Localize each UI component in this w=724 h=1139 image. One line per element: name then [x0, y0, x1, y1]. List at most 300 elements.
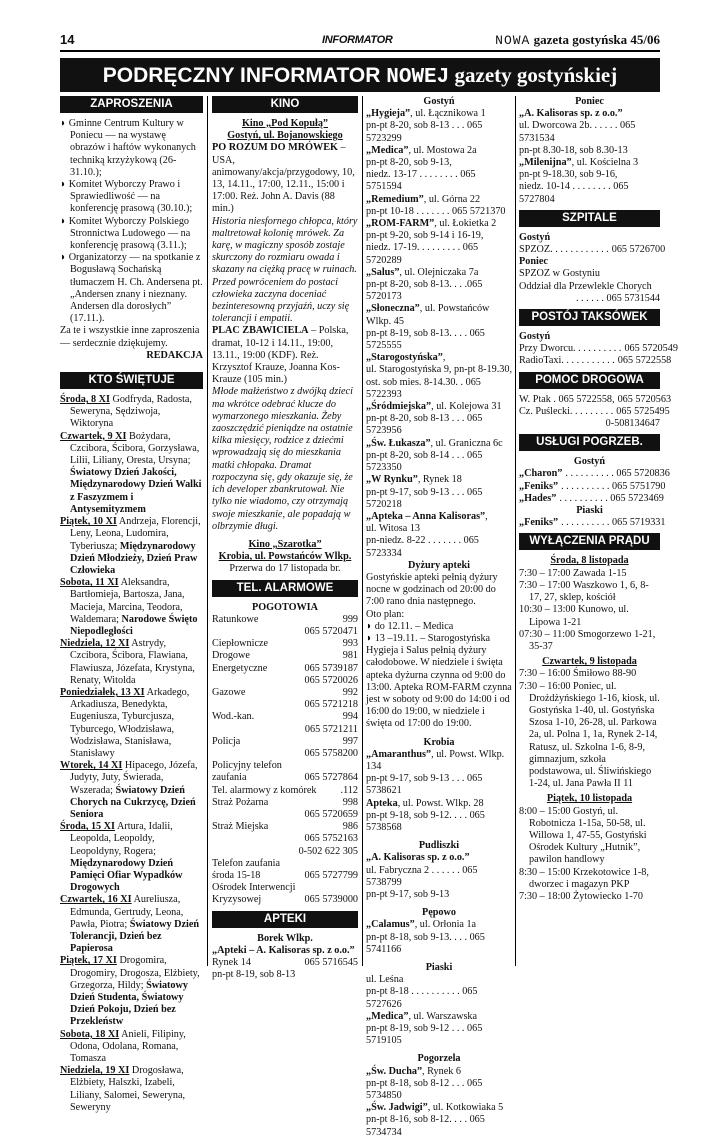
emergency-number: 998 — [342, 796, 358, 808]
pharmacy-hours: pn-pt 10-18 . . . . . . . 065 5721370 — [366, 205, 506, 217]
outage-date: Czwartek, 9 listopada — [542, 656, 637, 668]
column-divider — [515, 96, 516, 966]
pharmacy-name: „Salus” — [366, 266, 400, 278]
page-number: 14 — [60, 32, 75, 47]
pharmacy-town-borek: Borek Wlkp. — [257, 932, 313, 944]
pharmacy-borek-phone-row — [212, 957, 358, 969]
pharmacy-hours: pn-pt 8.30-18, sob 8.30-13 — [519, 144, 628, 156]
film-2 — [212, 325, 358, 386]
funeral-name: „Charon” — [519, 468, 563, 480]
pharmacy-name-line — [366, 401, 512, 413]
page-header — [60, 30, 660, 52]
pharmacy-address: , ul. Kolejowa 31 — [431, 401, 502, 413]
name-day-date: Sobota, 11 XI — [60, 577, 119, 589]
pharmacy-name-line — [366, 303, 512, 327]
pharmacy-borek-address: Rynek 14 — [212, 957, 251, 968]
outage-item: 7:30 – 18:00 Żytowiecko 1-70 — [519, 890, 643, 902]
emergency-row — [212, 614, 358, 626]
emergency-row — [212, 882, 358, 894]
funeral-name: „Feniks” — [519, 480, 559, 492]
pharmacy-town-krobia: Krobia — [423, 736, 455, 748]
hospital-town-2: Poniec — [519, 256, 548, 268]
pharmacy-hours: pn-pt 8-20, sob 9-13, — [366, 157, 452, 169]
pharmacy-name-line — [366, 798, 512, 810]
film-1 — [212, 142, 358, 215]
emergency-row — [212, 724, 358, 736]
emergency-label: Ośrodek Interwencji — [212, 882, 296, 894]
name-day-entry — [60, 1029, 203, 1066]
section-header-pogrzeb: USŁUGI POGRZEB. — [519, 434, 660, 451]
funeral-town-1: Gostyń — [573, 456, 606, 468]
pharmacy-address: , Rynek 6 — [422, 1065, 461, 1077]
invitation-text: Komitet Wyborczy Polskiego Stronnictwa Ludowego — na konferencję prasową (3.11.); — [68, 215, 191, 252]
pharmacy-borek-name: „Apteki – A. Kalisoras sp. z o.o.” — [212, 944, 355, 956]
name-day-names: Aleksandra, Bartłomieja, Bartosza, Jana, Macieja, Marcina, Teodora, Waldemara; — [70, 577, 185, 625]
taxi-row — [519, 343, 678, 355]
funeral-row — [519, 468, 670, 480]
emergency-row — [212, 638, 358, 650]
pharmacy-name: „Apteka – Anna Kalisoras” — [366, 510, 486, 522]
section-header-pradu: WYŁĄCZENIA PRĄDU — [519, 533, 660, 550]
pharmacy-address: , ul. Górna 22 — [423, 193, 481, 205]
pharmacy-hours: pn-pt 8-18, sob 9-13. . . . 065 5741166 — [366, 931, 485, 955]
name-day-entry — [60, 431, 203, 516]
name-day-names: Artura, Idalii, Leopolda, Leopoldy, Leopoldyny, Rogera; — [70, 821, 173, 857]
pharmacy-hours: pn-pt 9-17, sob 9-13 — [366, 889, 450, 900]
funeral-name: „Feniks” — [519, 517, 559, 529]
pharmacy-name-line — [366, 749, 512, 773]
pharmacy-name: „ROM-FARM” — [366, 218, 435, 230]
taxi-label: Przy Dworcu. . . . . . . . . . — [519, 343, 622, 355]
pharmacy-address: , ul. Mostowa 2a — [408, 144, 477, 156]
emergency-number: 065 5721211 — [304, 723, 358, 735]
emergency-row — [212, 711, 358, 723]
pharmacies-gostyn — [366, 108, 512, 560]
name-day-date: Niedziela, 19 XI — [60, 1065, 130, 1077]
pharmacy-address: , ul. Kotkowiaka 5 — [427, 1102, 504, 1114]
name-day-date: Wtorek, 14 XI — [60, 760, 123, 772]
pharmacy-hours: pn-pt 9-20, sob 9-14 i 16-19, — [366, 230, 484, 242]
pharmacy-address: , — [485, 510, 488, 522]
pharmacy-name-line — [366, 974, 512, 986]
name-day-entry — [60, 577, 203, 638]
invitation-item — [60, 118, 203, 179]
cinema-1-address: Gostyń, ul. Bojanowskiego — [227, 130, 343, 142]
pharmacy-name: „Św. Ducha” — [366, 1065, 423, 1077]
emergency-subtitle: POGOTOWIA — [251, 601, 319, 613]
invitation-text: Gminne Centrum Kultury w Poniecu — na wystawę obrazów i haftów wykonanych techniką krzyżykową (26-31.10.); — [68, 118, 196, 178]
name-day-entry — [60, 760, 203, 821]
name-day-names: Godfryda, Radosta, Seweryna, Sędziwoja, Wiktoryna — [70, 394, 192, 430]
emergency-row — [212, 760, 358, 772]
outage-item: 7:30 – 17:00 Zawada 1-15 — [519, 567, 627, 579]
emergency-number: 981 — [342, 650, 358, 662]
name-day-entry — [60, 1065, 203, 1114]
banner-part-3: gazety gostyńskiej — [449, 63, 618, 87]
emergency-label: Drogowe — [212, 650, 250, 662]
section-header-zaproszenia: ZAPROSZENIA — [60, 96, 203, 113]
hospital-1-phone: 065 5726700 — [611, 244, 666, 256]
power-outages-list — [519, 555, 660, 903]
emergency-row — [212, 650, 358, 662]
name-day-names: Arkadego, Arkadiusza, Benedykta, Eugeniusza, Tyburcjusza, Tyburcego, Włodzisława, Wodzisława, Stanisława, Stanisławy — [70, 686, 190, 759]
road-assistance-row — [519, 418, 660, 430]
taxi-phone: 065 5722558 — [617, 355, 672, 367]
pharmacy-name: „Słoneczna” — [366, 303, 420, 315]
pharmacy-name-line — [366, 438, 512, 450]
pharmacy-hours: pn-pt 8-18, sob 8-12 . . . 065 5734850 — [366, 1077, 483, 1102]
taxi-list — [519, 343, 678, 367]
section-header-kino: KINO — [212, 96, 358, 113]
invitations-list — [60, 118, 203, 325]
road-assistance-list — [519, 393, 672, 431]
pharmacy-name-line — [366, 1066, 512, 1078]
emergency-label: Gazowe — [212, 686, 246, 698]
pharmacy-address: , ul. Powst. Wlkp. 134 — [366, 748, 505, 772]
road-assistance-phone: 0-508134647 — [605, 418, 660, 430]
pharmacy-hours: ul. Starogostyńska 9, pn-pt 8-19.30, — [366, 364, 513, 376]
column-divider — [362, 96, 363, 966]
hospital-1-label: SPZOZ. . . . . . . . . . . . — [519, 244, 609, 256]
name-day-date: Środa, 15 XI — [60, 821, 116, 833]
emergency-row — [212, 675, 358, 687]
emergency-numbers-list — [212, 614, 358, 907]
road-assistance-phone: 065 5720563 — [617, 393, 672, 405]
pharmacy-name: „Medica” — [366, 1010, 409, 1022]
emergency-label: Wod.-kan. — [212, 711, 255, 723]
pharmacies-pogorzela — [366, 1066, 512, 1139]
name-day-holiday: Międzynarodowy Dzień Pamięci Ofiar Wypadków Drogowych — [70, 857, 183, 894]
emergency-number: 993 — [342, 638, 358, 650]
pharmacy-name: „Św. Łukasza” — [366, 437, 431, 449]
name-day-names: Andrzeja, Florencji, Leny, Leona, Ludomira, Tyberiusza; — [70, 516, 201, 552]
bullet-icon: ◗ — [60, 252, 69, 264]
pharmacy-name-line — [519, 108, 660, 120]
pharmacy-hours: pn-pt 8-19, sob 9-12 . . . 065 5719105 — [366, 1023, 483, 1047]
emergency-number — [355, 760, 358, 772]
name-day-holiday: Światowy Dzień Studenta, Światowy Dzień Pokoju, Dzień bez Przekleństw — [70, 979, 188, 1028]
name-day-names: Aureliusza, Edmunda, Gertrudy, Leona, Pawła, Piotra; — [70, 894, 184, 930]
emergency-number: 065 5739187 — [304, 662, 358, 674]
emergency-row — [212, 772, 358, 784]
emergency-number: 065 5720659 — [304, 808, 358, 820]
road-assistance-row — [519, 393, 672, 406]
column-3 — [366, 96, 512, 1139]
name-day-date: Czwartek, 16 XI — [60, 894, 132, 906]
film-2-info: – Polska, dramat, 10-12 i 14.11., 19:00, 13.11., 19:00 (KDF). Reż. Krzysztof Krauze, Joanna Kos-Krauze (105 min.) — [212, 325, 349, 386]
emergency-number: 065 5727864 — [304, 772, 358, 784]
pharmacy-name-line — [519, 157, 660, 169]
emergency-row — [212, 663, 358, 675]
funeral-phone: . . . . . . . . . . 065 5719331 — [561, 517, 666, 529]
cinema-2-note: Przerwa do 17 listopada br. — [229, 563, 341, 575]
funeral-phone: . . . . . . . . . . 065 5723469 — [559, 492, 664, 504]
pharmacy-name-line — [366, 145, 512, 157]
pharmacy-hours: niedz. 17-19. . . . . . . . . 065 5720289 — [366, 242, 479, 266]
name-day-holiday: Światowy Dzień Chorych na Cukrzycę, Dzień Seniora — [70, 784, 196, 820]
film-1-description: Historia niesfornego chłopca, który maltretował kolonię mrówek. Za karę, w magiczny sposób zostaje skurczony do rozmiaru owada i skazany na ciężką pracę w ruinach. Przed powróceniem do postaci człowieka zaczyna doceniać bezinteresowną przyjaźń, uczy się tolerancji i empatii. — [212, 215, 358, 325]
name-day-entry — [60, 894, 203, 955]
emergency-row — [212, 748, 358, 760]
pharmacy-hours: pn-pt 8-20, sob 8-13 . . . 065 5723299 — [366, 120, 483, 144]
duty-plan-list — [366, 621, 512, 645]
emergency-number: 997 — [342, 735, 358, 747]
pharmacy-hours: pn-pt 9-18.30, sob 9-16, — [519, 169, 618, 181]
name-day-holiday: Światowy Dzień Tolerancji, Dzień bez Papierosa — [70, 918, 200, 955]
pharmacy-address: , ul. Kościelna 3 — [571, 157, 639, 169]
name-day-date: Piątek, 17 XI — [60, 955, 117, 967]
invitations-closing: Za te i wszystkie inne zaproszenia — serdecznie dziękujemy. — [60, 325, 200, 349]
pharmacy-name: „Starogostyńska” — [366, 352, 443, 364]
pharmacy-town-pepowo: Pępowo — [422, 907, 456, 919]
pharmacy-name-line — [366, 511, 512, 523]
pharmacies-poniec — [519, 108, 660, 206]
funeral-name: „Hades” — [519, 492, 557, 504]
pharmacy-town-pudliszki: Pudliszki — [418, 840, 460, 852]
pharmacy-town-piaski: Piaski — [425, 962, 453, 974]
invitation-item — [60, 216, 203, 253]
pharmacy-hours: pn-pt 8-20, sob 8-13. . . .065 5720173 — [366, 279, 483, 303]
pharmacy-borek-hours: pn-pt 8-19, sob 8-13 — [212, 969, 296, 981]
pharmacies-pepowo — [366, 919, 512, 956]
emergency-row — [212, 736, 358, 748]
emergency-label: Straż Pożarna — [212, 796, 269, 808]
name-day-names: Drogosława, Elżbiety, Halszki, Izabeli, Liliany, Salomei, Seweryna, Seweryny — [70, 1065, 186, 1113]
pharmacy-hours: pn-pt 9-17, sob 9-13 . . . 065 5738621 — [366, 773, 483, 797]
hospital-town-1: Gostyń — [519, 231, 551, 243]
duty-plan-text: 13 –19.11. – Starogostyńska — [374, 632, 491, 644]
pharmacy-name: „W Rynku” — [366, 474, 418, 486]
pharmacy-name: „Remedium” — [366, 193, 424, 205]
duty-plan-item — [366, 633, 512, 645]
emergency-number — [355, 882, 358, 894]
emergency-number: 065 5720471 — [304, 625, 358, 637]
column-divider — [207, 96, 208, 966]
emergency-number: 992 — [342, 686, 358, 698]
name-day-date: Sobota, 18 XI — [60, 1028, 120, 1040]
duty-note: Hygieja i Salus pełnią dyżury całodobowe. W niedziele i święta apteka dyżurna czynna od 9:00 do 13:00. Apteka ROM-FARM czynna jest w soboty od 9:00 do 14:00 i od 16:00 do 19:00, w niedziele i święta od 17:00 do 19:00. — [366, 645, 512, 730]
pharmacy-name: „Hygieja” — [366, 108, 411, 120]
section-header-alarmowe: TEL. ALARMOWE — [212, 580, 358, 597]
pharmacy-name: „Milenijna” — [519, 157, 572, 169]
invitation-item — [60, 179, 203, 216]
name-day-date: Czwartek, 9 XI — [60, 430, 127, 442]
bullet-icon: ◗ — [366, 620, 375, 632]
funeral-row — [519, 480, 666, 493]
name-day-date: Poniedziałek, 13 XI — [60, 686, 145, 698]
hospital-2-ward: Oddział dla Przewlekle Chorych — [519, 280, 652, 292]
issue-brand: NOWA — [495, 33, 531, 48]
film-1-title: PO ROZUM DO MRÓWEK — [212, 142, 338, 154]
emergency-number: 065 5727799 — [304, 869, 358, 881]
name-day-holiday: Narodowe Święto Niepodległości — [70, 613, 198, 637]
pharmacy-name: „Calamus” — [366, 919, 415, 931]
section-header-swieta: KTO ŚWIĘTUJE — [60, 372, 203, 389]
emergency-number: 0-502 622 305 — [298, 845, 358, 857]
pharmacy-name-line — [366, 852, 512, 864]
taxi-label: RadioTaxi. . . . . . . . . . . — [519, 355, 615, 367]
section-header-szpitale: SZPITALE — [519, 210, 660, 227]
column-4 — [519, 96, 678, 903]
pharmacy-address: , ul. Olejniczaka 7a — [399, 266, 479, 278]
emergency-number: .112 — [340, 784, 358, 796]
outage-item: 7:30 – 16:00 Śmiłowo 88-90 — [519, 668, 637, 680]
duty-title: Dyżury apteki — [408, 559, 470, 571]
emergency-number: 065 5720026 — [304, 674, 358, 686]
emergency-label: środa 15-18 — [212, 869, 261, 881]
film-1-info: – USA, animowany/akcja/przygodowy, 10, 13, 14.11., 17:00, 12.11., 15:00 i 17:00. Reż. John A. Davis (88 min.) — [212, 142, 355, 215]
name-day-holiday: Międzynarodowy Dzień Młodzieży, Dzień Praw Człowieka — [70, 540, 198, 576]
emergency-number: 065 5758200 — [304, 747, 358, 759]
invitation-item — [60, 252, 203, 325]
funeral-row — [519, 492, 664, 505]
pharmacy-name: „Śródmiejska” — [366, 401, 432, 413]
emergency-number: 994 — [342, 711, 358, 723]
emergency-row — [212, 699, 358, 711]
section-header-taksowki: POSTÓJ TAKSÓWEK — [519, 309, 660, 326]
pharmacy-name-line — [366, 919, 512, 931]
pharmacy-town-gostyn: Gostyń — [423, 96, 455, 107]
pharmacy-hours: ul. Fabryczna 2 . . . . . . 065 5738799 — [366, 864, 478, 888]
emergency-label: Kryzysowej — [212, 894, 262, 906]
emergency-row — [212, 809, 358, 821]
hospital-2-name: SPZOZ w Gostyniu — [519, 268, 600, 280]
emergency-label: Tel. alarmowy z komórek — [212, 784, 317, 796]
emergency-row — [212, 870, 358, 882]
pharmacy-hours: pn-pt 9-18, sob 9-12. . . . 065 5738568 — [366, 809, 485, 833]
emergency-label: zaufania — [212, 772, 247, 784]
emergency-row — [212, 858, 358, 870]
emergency-label: Policja — [212, 735, 241, 747]
pharmacy-hours: ul. Dworcowa 2b. . . . . . 065 5731534 — [519, 120, 636, 144]
hospital-row-1 — [519, 244, 666, 256]
hospital-2-phone: . . . . . . 065 5731544 — [575, 292, 660, 304]
pharmacy-hours: pn-pt 8-20, sob 8-13 . . . 065 5723956 — [366, 413, 483, 437]
banner-part-1: PODRĘCZNY INFORMATOR — [102, 64, 387, 87]
emergency-row — [212, 833, 358, 845]
cinema-2-name: Kino „Szarotka” — [248, 538, 322, 550]
emergency-label: Ciepłownicze — [212, 638, 269, 650]
pharmacy-address: , ul. Łącznikowa 1 — [410, 108, 486, 120]
pharmacy-hours: pn-pt 8-16, sob 8-12. . . . 065 5734734 — [366, 1114, 485, 1138]
emergency-row — [212, 687, 358, 699]
road-assistance-phone: 065 5725495 — [616, 405, 670, 417]
cinema-2-address: Krobia, ul. Powstańców Wlkp. — [218, 551, 352, 563]
name-day-entry — [60, 394, 203, 431]
pharmacy-name-line — [366, 474, 512, 486]
name-day-names: Bożydara, Czcibora, Ścibora, Gorzysława, Lilii, Liliany, Oresta, Ursyna; — [70, 430, 200, 467]
pharmacy-hours: niedz. 13-17 . . . . . . . . 065 5751594 — [366, 169, 476, 193]
pharmacy-address: , ul. Graniczna 6c — [430, 437, 503, 449]
pharmacy-address: , — [442, 352, 446, 364]
outage-item: 8:30 – 15:00 Krzekotowice 1-8, dworzec i magazyn PKP — [519, 866, 649, 890]
pharmacy-name: „Św. Jadwigi” — [366, 1102, 428, 1114]
emergency-label: Ratunkowe — [212, 613, 259, 625]
pharmacy-address: , ul. Powst. Wlkp. 28 — [397, 797, 484, 809]
name-day-entry — [60, 821, 203, 894]
pharmacy-town-pogorzela: Pogorzela — [417, 1053, 461, 1065]
pharmacy-name-line — [366, 1102, 512, 1114]
invitation-text: Komitet Wyborczy Prawo i Sprawiedliwość — na konferencję prasową (30.10.); — [68, 179, 193, 215]
pharmacy-address: , ul. Łokietka 2 — [434, 218, 497, 230]
issue-rest: gazeta gostyńska 45/06 — [530, 32, 660, 47]
funeral-list-piaski — [519, 517, 666, 529]
pharmacy-name: „Amaranthus” — [366, 748, 432, 760]
emergency-row — [212, 626, 358, 638]
pharmacy-hours: pn-niedz. 8-22 . . . . . . . 065 5723334 — [366, 535, 479, 559]
pharmacy-address: , ul. Powstańców Wlkp. 45 — [366, 303, 490, 327]
pharmacy-name-line — [366, 1011, 512, 1023]
bullet-icon: ◗ — [366, 632, 375, 644]
pharmacy-name: „A. Kalisoras sp. z o.o.” — [519, 108, 623, 120]
outage-item: 7:30 – 17:00 Waszkowo 1, 6, 8-17, 27, sklep, kościół — [519, 579, 649, 604]
page-banner — [60, 58, 660, 92]
pharmacies-piaski — [366, 974, 512, 1047]
funeral-phone: . . . . . . . . . . 065 5751790 — [561, 480, 666, 492]
outage-item: 8:00 – 15:00 Gostyń, ul. Robotnicza 1-15a, 50-58, ul. Willowa 1, 47-55, Gostyński Ośrodek Kultury „Hutnik”, pawilon handlowy — [519, 805, 647, 866]
pharmacy-name-line — [366, 218, 512, 230]
funeral-town-2: Piaski — [576, 505, 603, 517]
section-header-drogowa: POMOC DROGOWA — [519, 372, 660, 389]
emergency-number: 065 5721218 — [304, 699, 358, 711]
pharmacy-borek-phone: 065 5716545 — [304, 957, 358, 968]
name-day-entry — [60, 687, 203, 760]
taxi-town: Gostyń — [519, 331, 551, 343]
outage-item: 10:30 – 13:00 Kunowo, ul. Lipowa 1-21 — [519, 604, 629, 628]
pharmacy-hours: pn-pt 8-20, sob 8-14 . . . 065 5723350 — [366, 449, 483, 474]
emergency-row — [212, 894, 358, 906]
column-2 — [212, 96, 358, 981]
pharmacy-hours: pn-pt 9-17, sob 9-13 . . . 065 5720218 — [366, 486, 483, 510]
pharmacy-hours: pn-pt 8-18 . . . . . . . . . . 065 5727626 — [366, 986, 478, 1010]
film-2-description: Młode małżeństwo z dwójką dzieci ma wkrótce odebrać klucze do wymarzonego mieszkania. Żeby zaoszczędzić pieniądze na ostatnie kilka miesięcy, rodzice z dziećmi wprowadzają się do mieszkania matki chłopaka. Dramat rozpoczyna się, gdy okazuje się, że ich developer zbankrutował. Nie tylko nie wiadomo, czy otrzymają swoje mieszkanie, ale popadają w olbrzymie długi. — [212, 386, 353, 532]
emergency-label: Policyjny telefon — [212, 760, 282, 772]
emergency-number: 986 — [342, 821, 358, 833]
pharmacy-hours: ul. Witosa 13 — [366, 523, 421, 535]
section-brand: INFORMATOR — [322, 34, 393, 46]
invitations-signature: REDAKCJA — [146, 349, 203, 361]
pharmacy-name-line — [366, 352, 512, 364]
pharmacy-name-line — [366, 194, 512, 206]
name-day-entry — [60, 955, 203, 1028]
name-day-entry — [60, 638, 203, 687]
pharmacy-name: „Medica” — [366, 144, 409, 156]
taxi-phone: 065 5720549 — [624, 343, 678, 355]
duty-plan-item — [366, 621, 512, 633]
name-day-date: Piątek, 10 XI — [60, 516, 117, 528]
outage-item: 7:30 – 16:00 Poniec, ul. Drożdżyńskiego 1-16, kiosk, ul. Gostyńska 1-40, ul. Gostyńska Szosa 1-10, 26-28, ul. Parkowa 2a, ul. Polna 1, 1a, Rynek 2-14, Ratusz, ul. Szkolna 1-6, 8-9, gimnazjum, szkoła podstawowa, ul. Śliwińskiego 1-24, ul. Jana Pawła II 11 — [519, 680, 660, 790]
name-day-names: Drogomira, Drogomiry, Drogosza, Elżbiety, Grzegorza, Hildy; — [70, 955, 200, 991]
pharmacy-hours: pn-pt 8-19, sob 8-13. . . . 065 5725555 — [366, 327, 485, 352]
banner-part-2: NOWEJ — [386, 66, 450, 89]
pharmacy-address: , ul. Warszawska — [408, 1010, 478, 1022]
name-day-date: Niedziela, 12 XI — [60, 638, 130, 650]
outage-date: Piątek, 10 listopada — [546, 793, 633, 805]
film-2-title: PLAC ZBAWICIELA — [212, 325, 309, 337]
road-assistance-label: W. Ptak . 065 5722558, — [519, 393, 615, 405]
outage-date: Środa, 8 listopada — [550, 555, 629, 567]
pharmacy-name-line — [366, 108, 512, 120]
emergency-row — [212, 846, 358, 858]
pharmacy-hours: ost. sob mies. 8-14.30. . 065 5722393 — [366, 376, 481, 400]
pharmacy-name: „A. Kalisoras sp. z o.o.” — [366, 852, 470, 864]
section-header-apteki: APTEKI — [212, 911, 358, 928]
pharmacy-address: , Rynek 18 — [417, 474, 462, 486]
emergency-row — [212, 785, 358, 797]
emergency-number: 065 5739000 — [304, 894, 358, 906]
invitation-text: Organizatorzy — na spotkanie z Bogusławą Sochańską tłumaczem H. Ch. Andersena pt. „Andersen znany i nieznany. Andersen dla dorosłych” (17.11.). — [68, 252, 203, 325]
taxi-row — [519, 355, 672, 367]
